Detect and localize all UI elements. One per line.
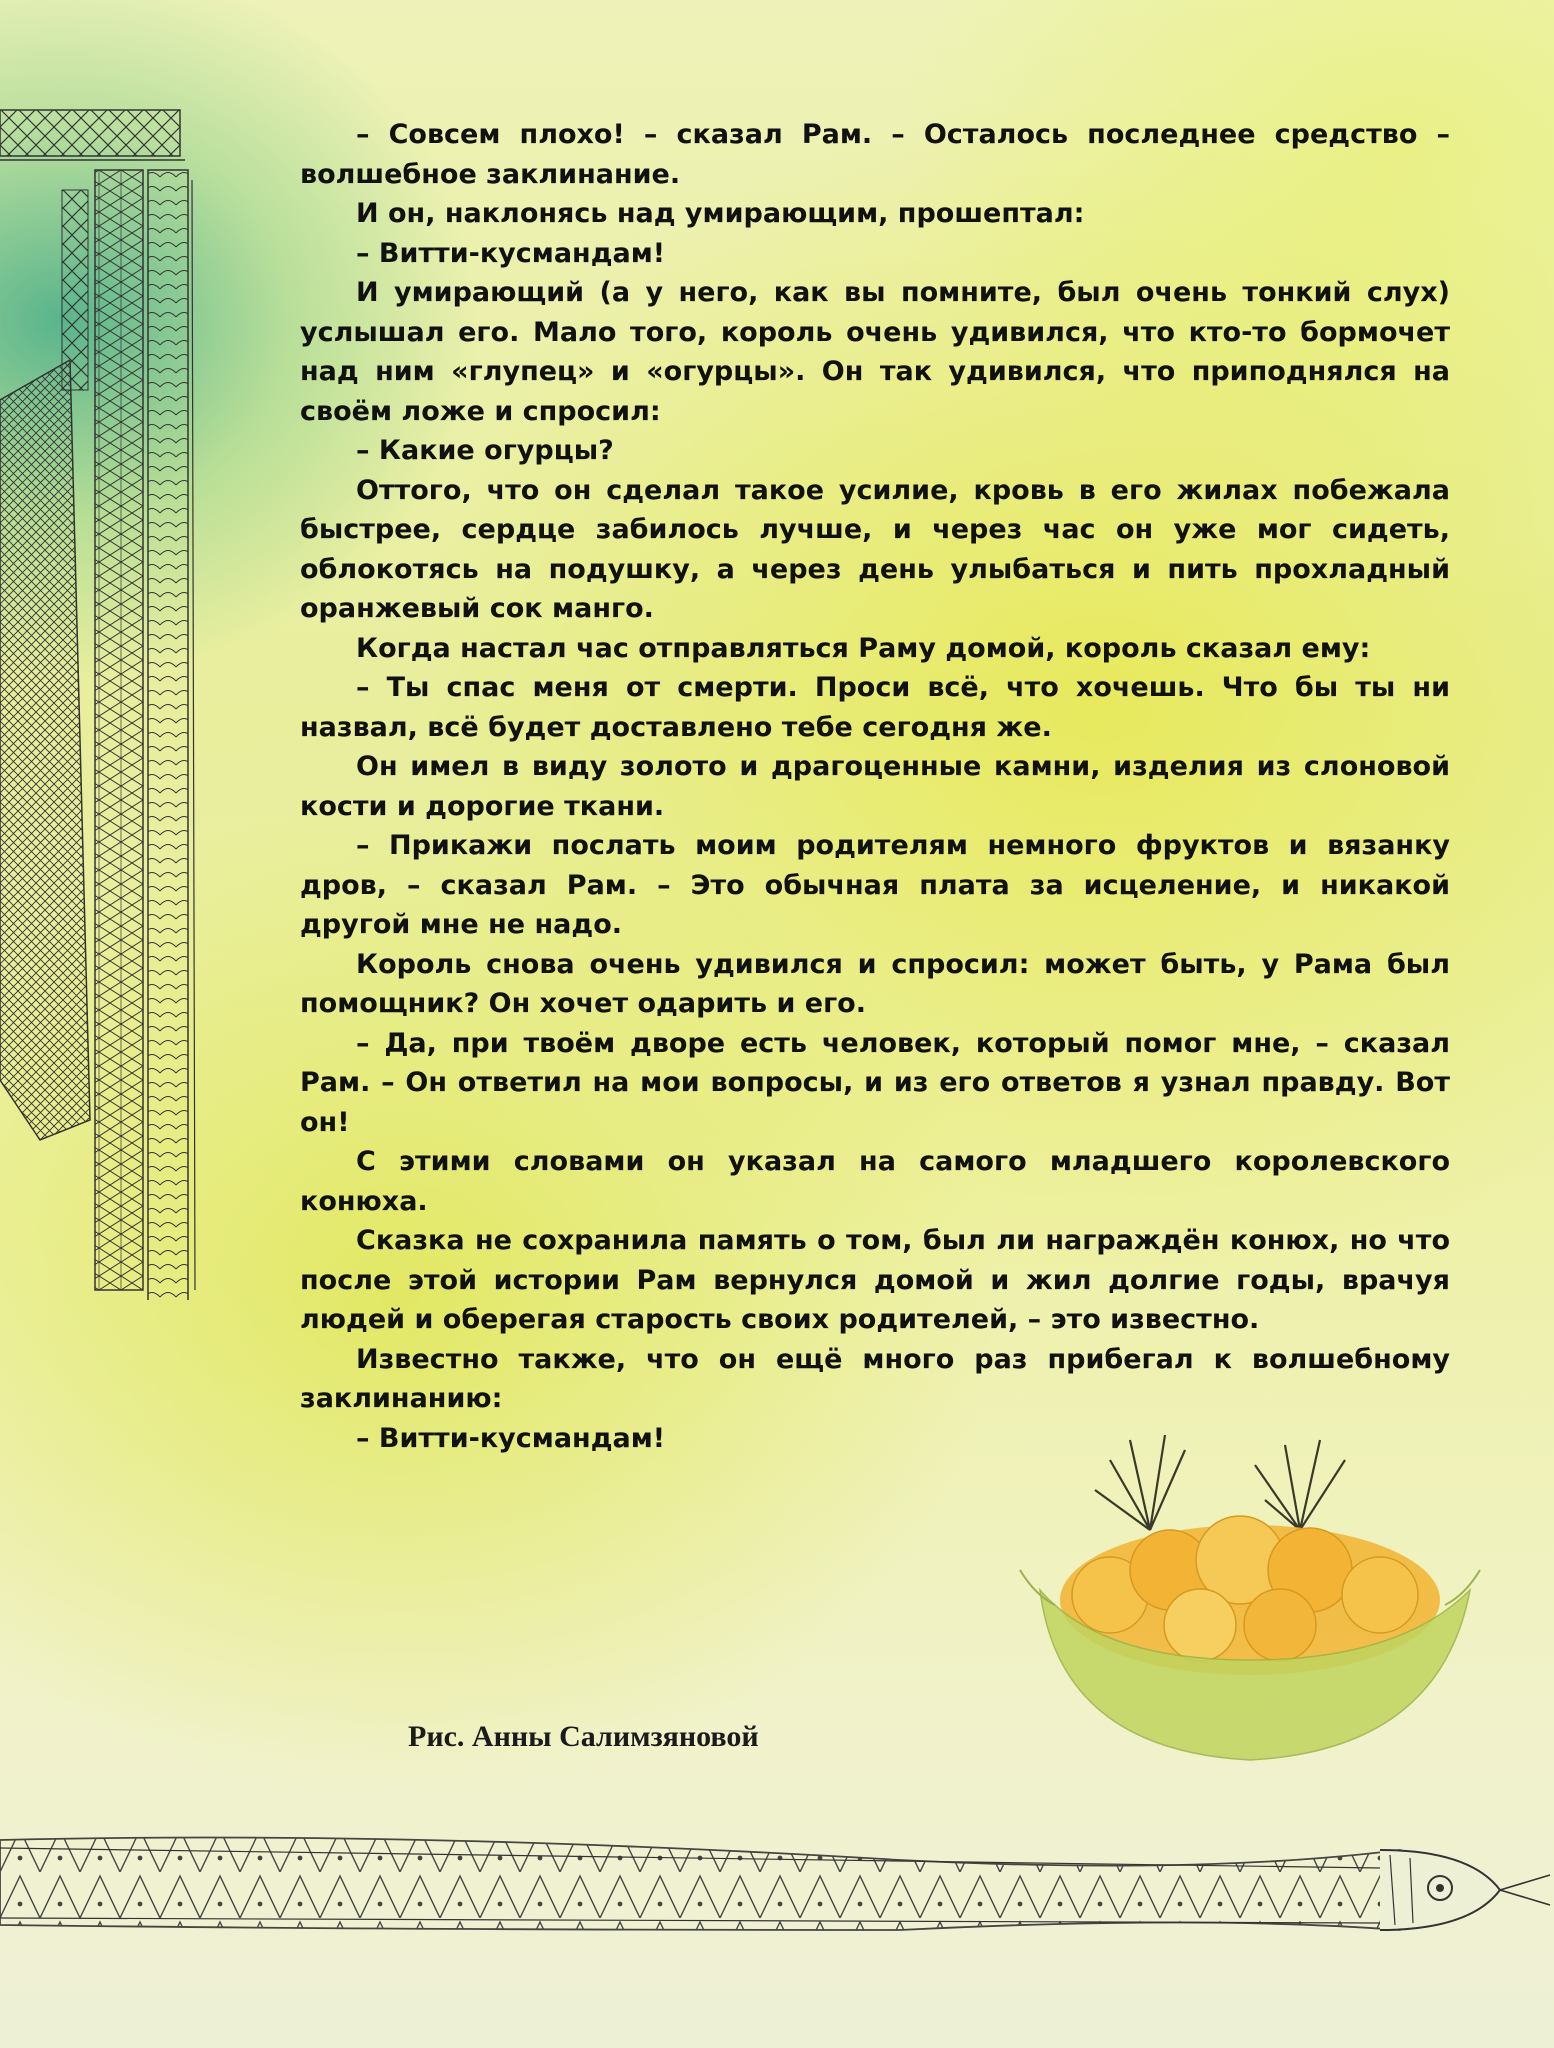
paragraph: Оттого, что он сделал такое усилие, кровь в его жилах побежала быстрее, сердце забилось лучше, и через час он уже мог сидеть, облокотясь на подушку, а через день улыбаться и пить прохладный оранжевый сок манго. [300,474,1450,624]
paragraph: Когда настал час отправляться Раму домой, король сказал ему: [356,632,1371,664]
fruit-bowl-illustration [1000,1420,1500,1820]
paragraph: – Прикажи послать моим родителям немного фруктов и вязанку дров, – сказал Рам. – Это обычная плата за исцеление, и никакой другой мне не надо. [300,830,1450,940]
paragraph: Король снова очень удивился и спросил: может быть, у Рама был помощник? Он хочет одарить и его. [300,948,1450,1019]
illustration-credit: Рис. Анны Салимзяновой [408,1720,759,1753]
patterned-border-left [0,100,210,1300]
paragraph: – Витти-кусмандам! [356,237,666,269]
story-text [300,115,1450,1458]
paragraph: – Витти-кусмандам! [356,1422,666,1454]
paragraph: – Какие огурцы? [356,435,614,466]
paragraph: – Ты спас меня от смерти. Проси всё, что хочешь. Что бы ты ни назвал, всё будет доставлено тебе сегодня же. [300,672,1450,743]
paragraph: И умирающий (а у него, как вы помните, был очень тонкий слух) услышал его. Мало того, король очень удивился, что кто-то бормочет над ним «глупец» и «огурцы». Он так удивился, что приподнялся на своём ложе и спросил: [300,277,1450,427]
patterned-border-bottom [0,1780,1554,1960]
paragraph: И он, наклонясь над умирающим, прошептал: [356,198,1085,229]
paragraph: Сказка не сохранила память о том, был ли награждён конюх, но что после этой истории Рам вернулся домой и жил долгие годы, врачуя людей и оберегая старость своих родителей, – это известно. [300,1225,1450,1335]
paragraph: Известно также, что он ещё много раз прибегал к волшебному заклинанию: [300,1343,1450,1414]
paragraph: – Да, при твоём дворе есть человек, который помог мне, – сказал Рам. – Он ответил на мои вопросы, и из его ответов я узнал правду. Вот он! [300,1027,1450,1138]
paragraph: – Совсем плохо! – сказал Рам. – Осталось последнее средство – волшебное заклинание. [300,119,1450,190]
paragraph: С этими словами он указал на самого младшего королевского конюха. [300,1146,1450,1217]
paragraph: Он имел в виду золото и драгоценные камни, изделия из слоновой кости и дорогие ткани. [300,751,1450,822]
